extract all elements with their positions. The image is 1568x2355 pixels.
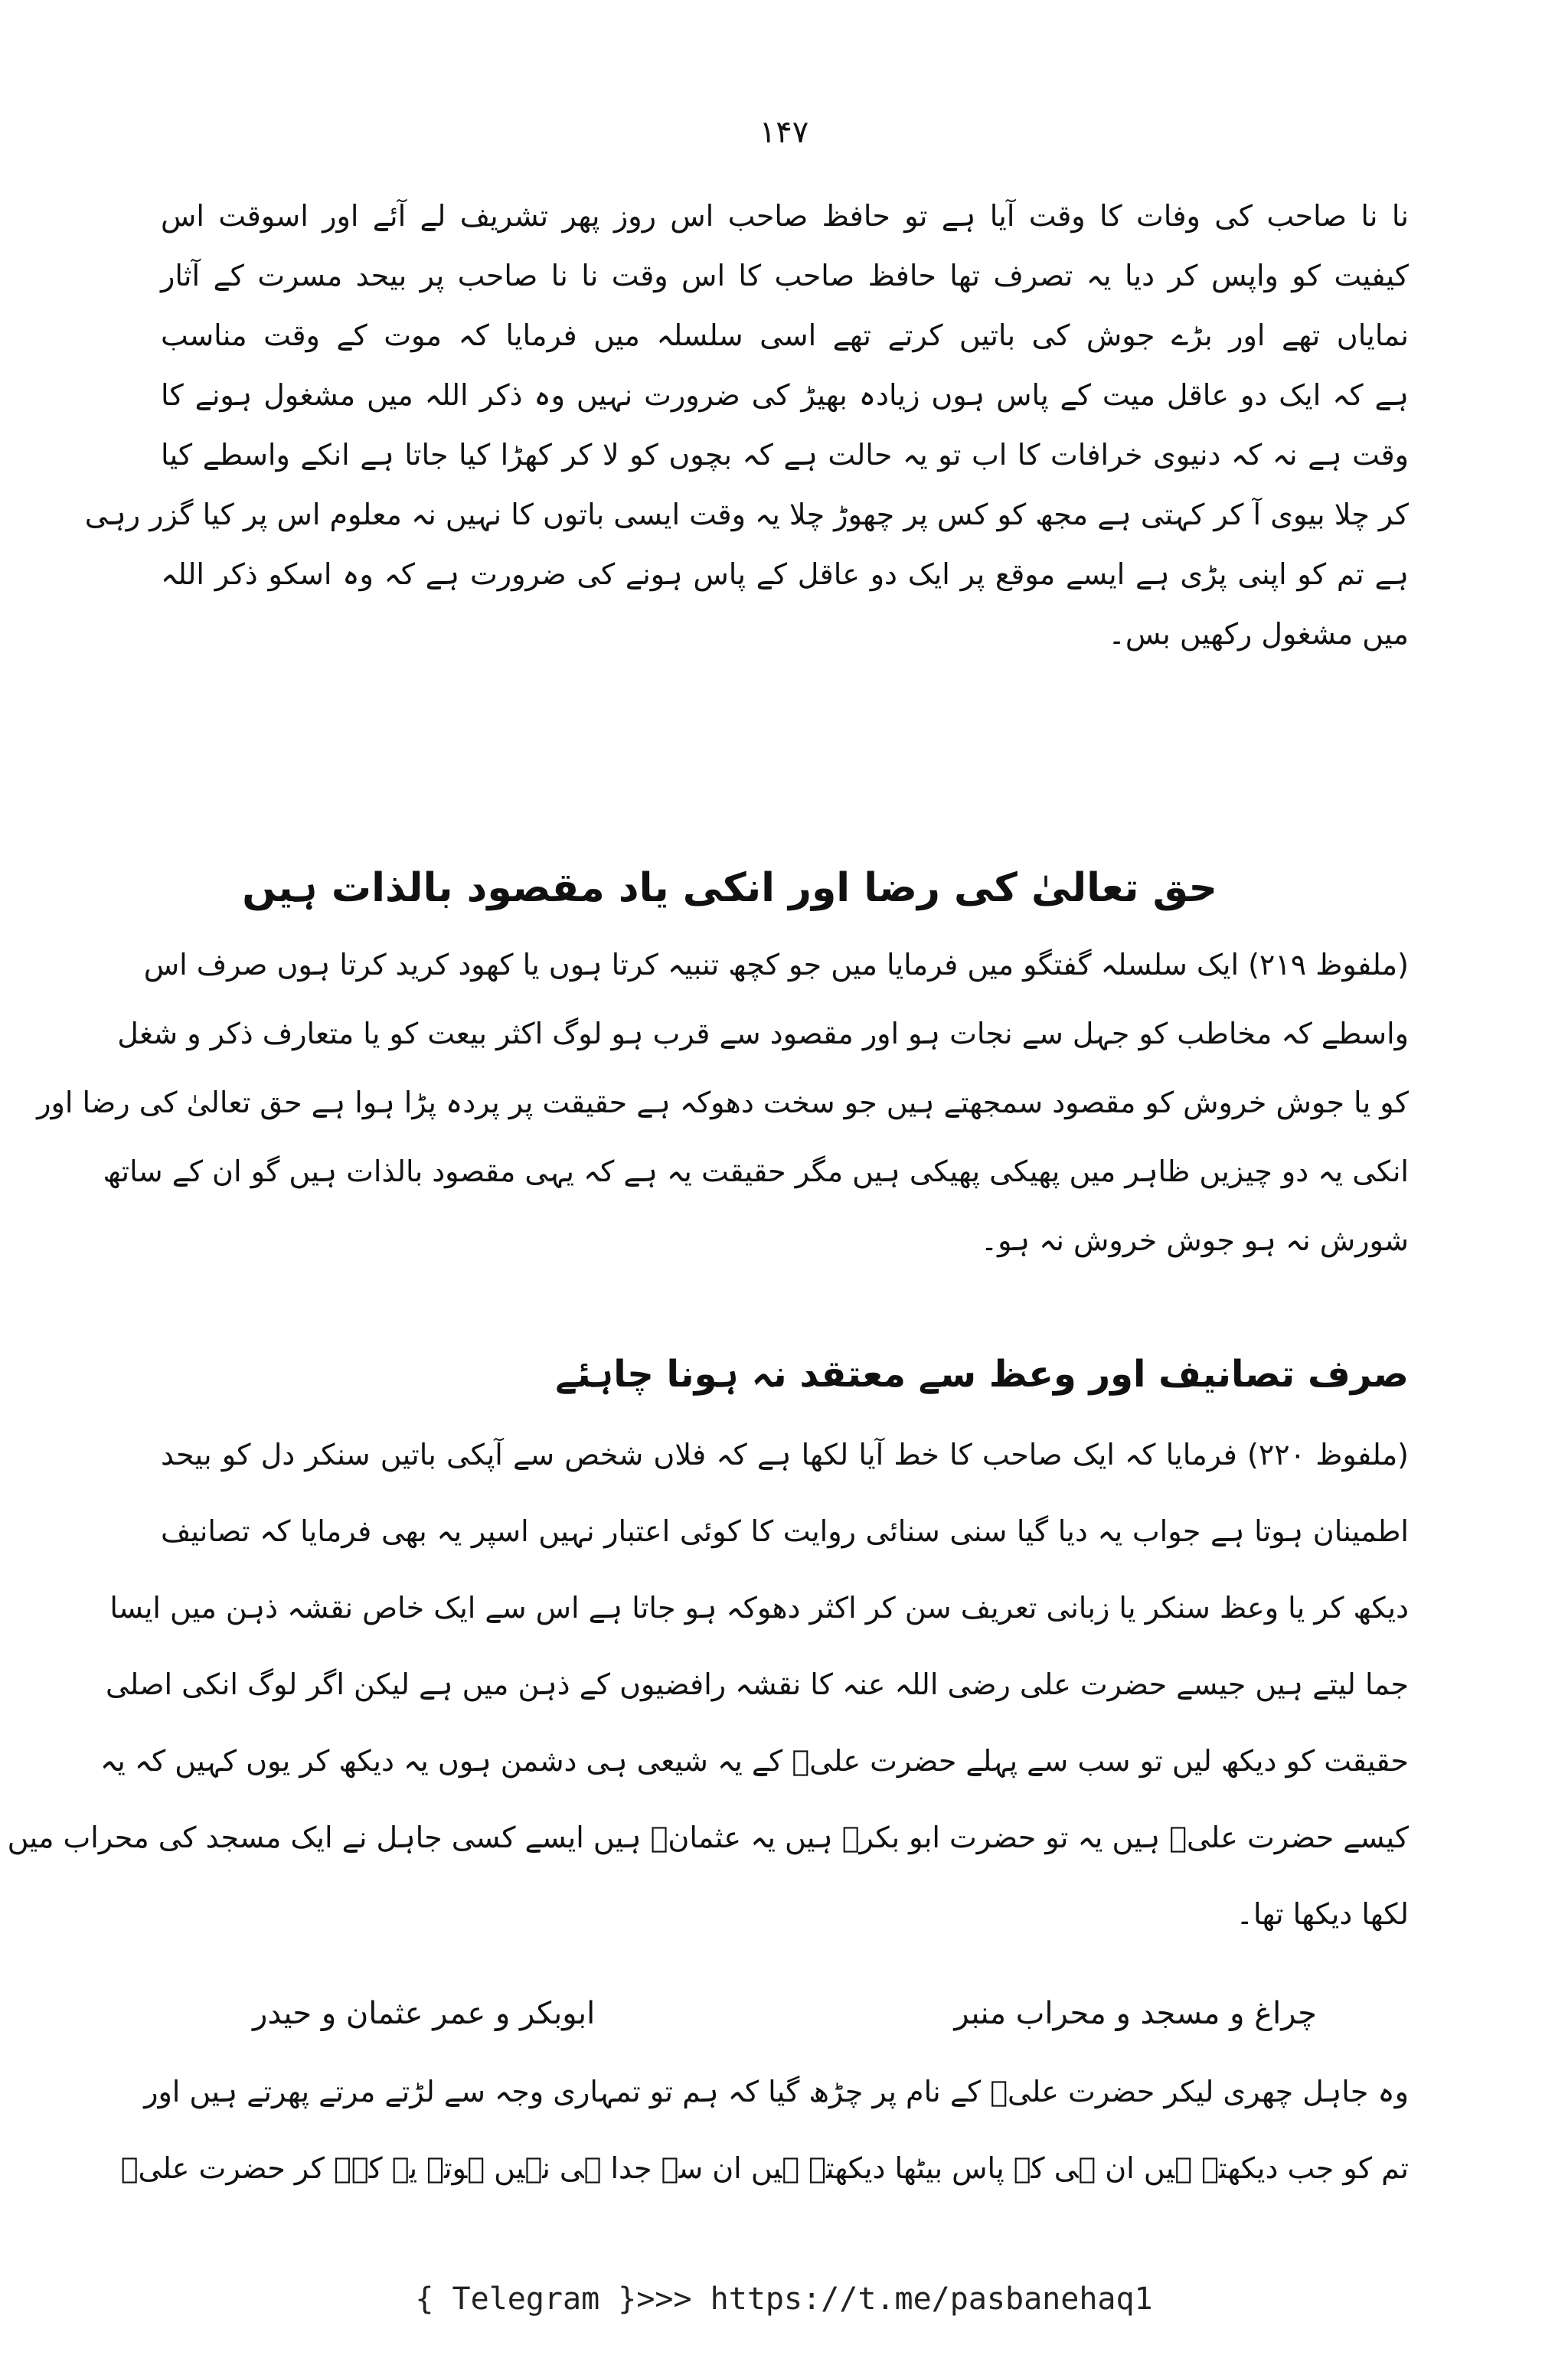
text-line: کیسے حضرت علیؓ ہیں یہ تو حضرت ابو بکرؓ ہیں یہ عثمانؓ ہیں ایسے کسی جاہل نے ایک مسجد کی محراب میں — [7, 1821, 1409, 1854]
text-line: انکی یہ دو چیزیں ظاہر میں پھیکی پھیکی ہیں مگر حقیقت یہ ہے کہ یہی مقصود بالذات ہیں گو ان کے ساتھ — [103, 1155, 1409, 1188]
text-line: وقت ہے نہ کہ دنیوی خرافات کا اب تو یہ حالت ہے کہ بچوں کو لا کر کھڑا کیا جاتا ہے انکے واسطے کیا — [161, 438, 1409, 472]
text-line: وہ جاہل چھری لیکر حضرت علیؓ کے نام پر چڑھ گیا کہ ہم تو تمہاری وجہ سے لڑتے مرتے پھرتے ہیں اور — [144, 2075, 1409, 2108]
text-line: حقیقت کو دیکھ لیں تو سب سے پہلے حضرت علیؓ کے یہ شیعی ہی دشمن ہوں یہ دیکھ کر یوں کہیں کہ یہ — [100, 1744, 1409, 1778]
text-line: اطمینان ہوتا ہے جواب یہ دیا گیا سنی سنائی روایت کا کوئی اعتبار نہیں اسپر یہ بھی فرمایا کہ تصانیف — [161, 1514, 1409, 1548]
section-heading: صرف تصانیف اور وعظ سے معتقد نہ ہونا چاہئے — [555, 1353, 1409, 1396]
text-line: میں مشغول رکھیں بس۔ — [1108, 617, 1409, 651]
text-line: تم کو جب دیکھتے ہیں ان ہی کے پاس بیٹھا دیکھتے ہیں ان سے جدا ہی نہیں ہوتے یہ کہہ کر حضرت علیؓ — [120, 2151, 1409, 2185]
text-line: کیفیت کو واپس کر دیا یہ تصرف تھا حافظ صاحب کا اس وقت نا نا صاحب پر بیحد مسرت کے آثار — [161, 259, 1409, 292]
text-line: کر چلا بیوی آ کر کہتی ہے مجھ کو کس پر چھوڑ چلا یہ وقت ایسی باتوں کا نہیں نہ معلوم اس پر کیا گزر رہی — [84, 498, 1409, 531]
page-number: ۱۴۷ — [759, 115, 809, 150]
verse-couplet — [161, 1989, 1409, 2038]
text-line: جما لیتے ہیں جیسے حضرت علی رضی اللہ عنہ کا نقشہ رافضیوں کے ذہن میں ہے لیکن اگر لوگ انکی اصلی — [105, 1667, 1409, 1701]
verse-hemistich: ابوبکر و عمر عثمان و حیدر — [253, 1996, 596, 2031]
text-line: دیکھ کر یا وعظ سنکر یا زبانی تعریف سن کر اکثر دھوکہ ہو جاتا ہے اس سے ایک خاص نقشہ ذہن میں ایسا — [109, 1591, 1409, 1625]
text-line: واسطے کہ مخاطب کو جہل سے نجات ہو اور مقصود سے قرب ہو لوگ اکثر بیعت کو یا متعارف ذکر و شغل — [117, 1017, 1409, 1050]
text-line: نمایاں تھے اور بڑے جوش کی باتیں کرتے تھے اسی سلسلہ میں فرمایا کہ موت کے وقت مناسب — [161, 318, 1409, 352]
text-line: (ملفوظ ۲۱۹) ایک سلسلہ گفتگو میں فرمایا میں جو کچھ تنبیہ کرتا ہوں یا کھود کرید کرتا ہوں صرف اس — [143, 948, 1409, 982]
verse-hemistich: چراغ و مسجد و محراب منبر — [954, 1996, 1317, 2031]
text-line: ہے تم کو اپنی پڑی ہے ایسے موقع پر ایک دو عاقل کے پاس ہونے کی ضرورت ہے کہ وہ اسکو ذکر اللہ — [161, 557, 1409, 591]
section-heading: حق تعالیٰ کی رضا اور انکی یاد مقصود بالذات ہیں — [242, 865, 1217, 911]
footer-link[interactable]: { Telegram }>>> https://t.me/pasbanehaq1 — [415, 2282, 1153, 2317]
text-line: نا نا صاحب کی وفات کا وقت آیا ہے تو حافظ صاحب اس روز پھر تشریف لے آئے اور اسوقت اس — [161, 199, 1409, 233]
text-line: لکھا دیکھا تھا۔ — [1236, 1897, 1409, 1931]
text-line: کو یا جوش خروش کو مقصود سمجھتے ہیں جو سخت دھوکہ ہے حقیقت پر پردہ پڑا ہوا ہے حق تعالیٰ کی رضا اور — [37, 1086, 1409, 1119]
text-line: ہے کہ ایک دو عاقل میت کے پاس ہوں زیادہ بھیڑ کی ضرورت نہیں وہ ذکر اللہ میں مشغول ہونے کا — [161, 378, 1409, 412]
text-line: شورش نہ ہو جوش خروش نہ ہو۔ — [980, 1223, 1409, 1257]
text-line: (ملفوظ ۲۲۰) فرمایا کہ ایک صاحب کا خط آیا لکھا ہے کہ فلاں شخص سے آپکی باتیں سنکر دل کو بیحد — [161, 1438, 1409, 1471]
